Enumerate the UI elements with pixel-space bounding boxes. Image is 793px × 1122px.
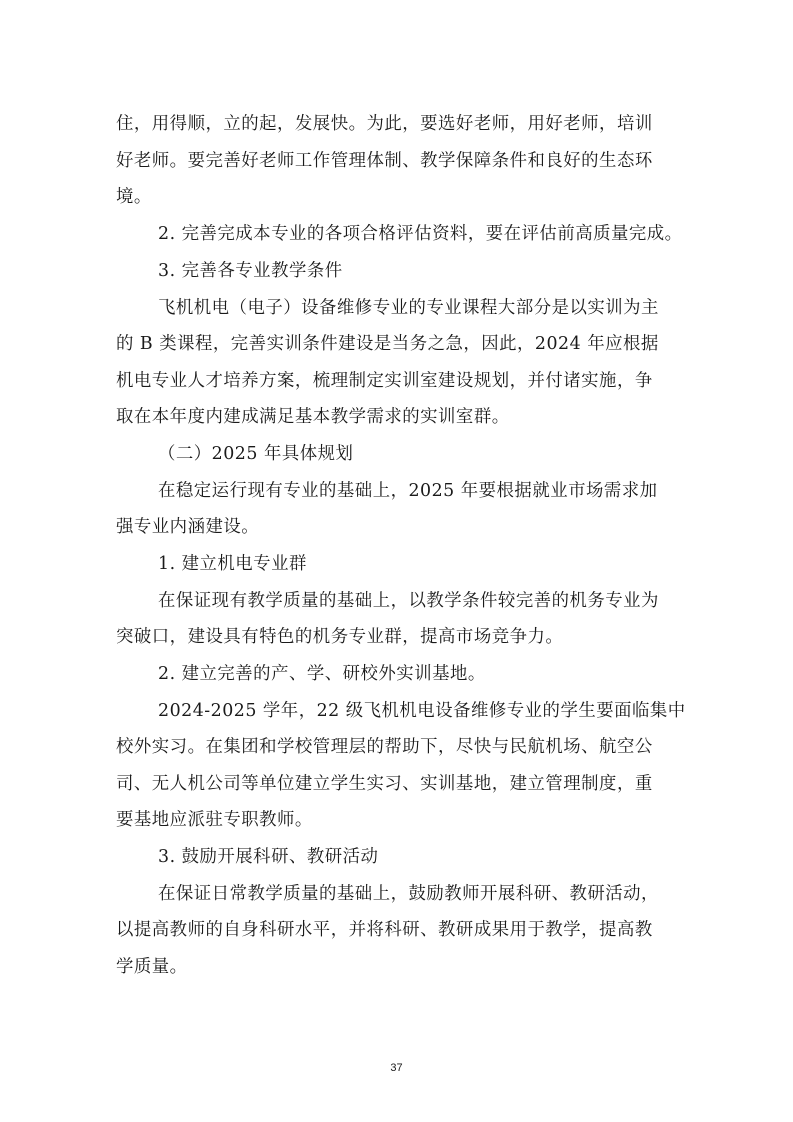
body-text-line: 境。: [116, 187, 152, 207]
section-heading: （二）2025 年具体规划: [158, 444, 354, 464]
body-text-line: 校外实习。在集团和学校管理层的帮助下，尽快与民航机场、航空公: [116, 737, 653, 757]
body-text-line: 飞机机电（电子）设备维修专业的专业课程大部分是以实训为主: [158, 298, 659, 318]
body-text-line: 要基地应派驻专职教师。: [116, 810, 313, 830]
body-text-line: 突破口，建设具有特色的机务专业群，提高市场竞争力。: [116, 627, 564, 647]
section-heading: 2. 建立完善的产、学、研校外实训基地。: [158, 664, 486, 684]
section-heading: 3. 完善各专业教学条件: [158, 261, 343, 281]
numbered-item-text: 2. 完善完成本专业的各项合格评估资料，要在评估前高质量完成。: [158, 224, 683, 244]
body-text-line: 学质量。: [116, 957, 188, 977]
body-text-line: 强专业内涵建设。: [116, 517, 260, 537]
page-number: 37: [390, 1062, 403, 1074]
body-text-line: 的 B 类课程，完善实训条件建设是当务之急，因此，2024 年应根据: [116, 334, 659, 354]
body-text-line: 好老师。要完善好老师工作管理体制、教学保障条件和良好的生态环: [116, 151, 653, 171]
body-text-line: 在保证现有教学质量的基础上，以教学条件较完善的机务专业为: [158, 591, 659, 611]
body-text-line: 在稳定运行现有专业的基础上，2025 年要根据就业市场需求加: [158, 481, 658, 501]
body-text-line: 在保证日常教学质量的基础上，鼓励教师开展科研、教研活动，: [158, 884, 659, 904]
body-text-line: 取在本年度内建成满足基本教学需求的实训室群。: [116, 407, 510, 427]
body-text-line: 以提高教师的自身科研水平，并将科研、教研成果用于教学，提高教: [116, 920, 653, 940]
section-heading: 1. 建立机电专业群: [158, 554, 307, 574]
body-text-line: 司、无人机公司等单位建立学生实习、实训基地，建立管理制度，重: [116, 774, 653, 794]
section-heading: 3. 鼓励开展科研、教研活动: [158, 847, 379, 867]
body-text-line: 2024-2025 学年，22 级飞机机电设备维修专业的学生要面临集中: [158, 701, 686, 721]
body-text-line: 住，用得顺，立的起，发展快。为此，要选好老师，用好老师，培训: [116, 114, 653, 134]
body-text-line: 机电专业人才培养方案，梳理制定实训室建设规划，并付诸实施，争: [116, 371, 653, 391]
